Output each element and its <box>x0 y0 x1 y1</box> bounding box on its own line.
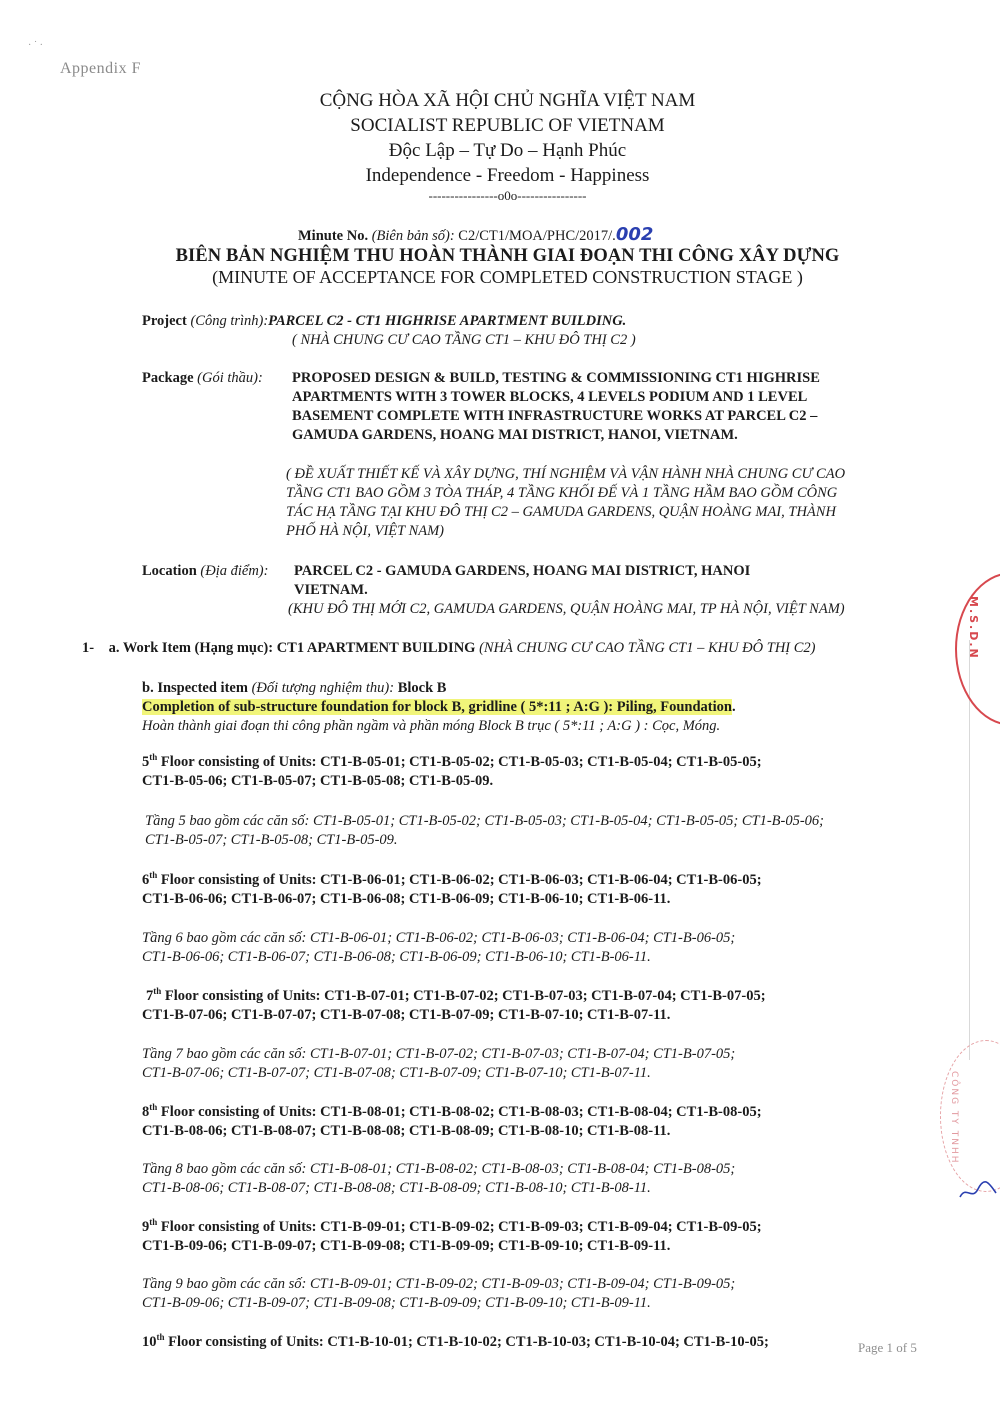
margin-line <box>969 640 970 1060</box>
floor-units: CT1-B-10-01; CT1-B-10-02; CT1-B-10-03; CT1-B-10-04; CT1-B-10-05; <box>327 1334 769 1350</box>
floor-6-block <box>142 871 762 909</box>
location-value-vn: (KHU ĐÔ THỊ MỚI C2, GAMUDA GARDENS, QUẬN HOÀNG MAI, TP HÀ NỘI, VIỆT NAM) <box>288 601 845 617</box>
floor-suffix: th <box>149 1102 158 1113</box>
floor-7-vn <box>142 1045 735 1083</box>
floor-units: CT1-B-07-01; CT1-B-07-02; CT1-B-07-03; CT1-B-07-04; CT1-B-07-05; <box>324 988 766 1004</box>
floor-number: 7 <box>146 988 154 1004</box>
floor-label: Floor consisting of Units: <box>161 988 325 1004</box>
floor-5-block <box>142 753 762 791</box>
header-separator: ----------------o0o---------------- <box>428 188 587 203</box>
floor-8-block <box>142 1103 762 1141</box>
minute-number-line <box>298 224 653 245</box>
floor-vn-line2: CT1-B-07-06; CT1-B-07-07; CT1-B-07-08; CT1-B-07-09; CT1-B-07-10; CT1-B-07-11. <box>142 1065 651 1081</box>
title-vn: BIÊN BẢN NGHIỆM THU HOÀN THÀNH GIAI ĐOẠN THI CÔNG XÂY DỰNG <box>175 246 840 266</box>
location-label: Location <box>142 563 197 579</box>
location-line2: VIETNAM. <box>294 582 368 598</box>
floor-7-block <box>142 986 766 1025</box>
floor-units-line2: CT1-B-08-06; CT1-B-08-07; CT1-B-08-08; CT1-B-08-09; CT1-B-08-10; CT1-B-08-11. <box>142 1123 671 1139</box>
floor-suffix: th <box>149 1217 158 1228</box>
floor-9-vn <box>142 1275 735 1313</box>
project-value: PARCEL C2 - CT1 HIGHRISE APARTMENT BUILDING. <box>268 313 627 329</box>
package-label-group <box>142 369 263 388</box>
floor-number: 5 <box>142 754 150 770</box>
faint-stamp-text: CÔNG TY TNHH <box>949 1071 959 1165</box>
floor-label: Floor consisting of Units: <box>164 1334 328 1350</box>
floor-units: CT1-B-09-01; CT1-B-09-02; CT1-B-09-03; CT1-B-09-04; CT1-B-09-05; <box>320 1219 762 1235</box>
completion-period: . <box>731 699 736 715</box>
floor-units-line2: CT1-B-09-06; CT1-B-09-07; CT1-B-09-08; CT1-B-09-09; CT1-B-09-10; CT1-B-09-11. <box>142 1238 671 1254</box>
work-item-line <box>82 639 816 658</box>
floor-suffix: th <box>156 1332 165 1343</box>
floor-vn-line2: CT1-B-06-06; CT1-B-06-07; CT1-B-06-08; CT1-B-06-09; CT1-B-06-10; CT1-B-06-11. <box>142 949 651 965</box>
package-line: BASEMENT COMPLETE WITH INFRASTRUCTURE WORKS AT PARCEL C2 – <box>292 408 818 424</box>
location-label-group <box>142 562 268 581</box>
floor-vn-line2: CT1-B-05-07; CT1-B-05-08; CT1-B-05-09. <box>145 832 398 848</box>
location-value <box>294 562 750 600</box>
floor-6-vn <box>142 929 735 967</box>
national-header <box>0 88 1000 204</box>
highlighted-completion: Completion of sub-structure foundation for block B, gridline ( 5*:11 ; A:G ): Piling, Foundation <box>142 699 732 715</box>
work-item-label: a. Work Item (Hạng mục): <box>108 640 274 656</box>
floor-units-line2: CT1-B-05-06; CT1-B-05-07; CT1-B-05-08; CT1-B-05-09. <box>142 773 494 789</box>
project-label-vn: (Công trình): <box>190 313 269 329</box>
minute-label-vn: (Biên bản số): <box>371 228 455 244</box>
floor-vn-line2: CT1-B-09-06; CT1-B-09-07; CT1-B-09-08; CT1-B-09-09; CT1-B-09-10; CT1-B-09-11. <box>142 1295 651 1311</box>
package-value <box>292 369 820 445</box>
item-number: 1- <box>82 640 95 656</box>
inspected-label: b. Inspected item <box>142 680 248 696</box>
completion-vn: Hoàn thành giai đoạn thi công phần ngầm và phần móng Block B trục ( 5*:11 ; A:G ) : Cọc, Móng. <box>142 718 721 734</box>
package-line: PROPOSED DESIGN & BUILD, TESTING & COMMISSIONING CT1 HIGHRISE <box>292 370 820 386</box>
inspected-item-line <box>142 679 446 698</box>
package-line-vn: TẦNG CT1 BAO GỒM 3 TÒA THÁP, 4 TẦNG KHỐI ĐẾ VÀ 1 TẦNG HẦM BAO GỒM CÔNG <box>286 485 838 501</box>
inspected-value: Block B <box>397 680 447 696</box>
minute-label: Minute No. <box>298 228 369 244</box>
floor-label: Floor consisting of Units: <box>157 1104 321 1120</box>
country-en: SOCIALIST REPUBLIC OF VIETNAM <box>350 115 665 136</box>
floor-8-vn <box>142 1160 735 1198</box>
package-label: Package <box>142 370 194 386</box>
signature-mark <box>958 1175 998 1205</box>
floor-heading <box>142 871 762 890</box>
floor-vn-line1: Tầng 5 bao gồm các căn số: CT1-B-05-01; CT1-B-05-02; CT1-B-05-03; CT1-B-05-04; CT1-B-05-05; CT1-B-05-06; <box>145 813 825 829</box>
country-vn: CỘNG HÒA XÃ HỘI CHỦ NGHĨA VIỆT NAM <box>319 90 696 111</box>
floor-label: Floor consisting of Units: <box>157 872 321 888</box>
floor-vn-line1: Tầng 7 bao gồm các căn số: CT1-B-07-01; CT1-B-07-02; CT1-B-07-03; CT1-B-07-04; CT1-B-07-05; <box>142 1046 736 1062</box>
floor-units-line2: CT1-B-07-06; CT1-B-07-07; CT1-B-07-08; CT1-B-07-09; CT1-B-07-10; CT1-B-07-11. <box>142 1007 671 1023</box>
appendix-label: Appendix F <box>60 60 141 77</box>
inspected-label-vn: (Đối tượng nghiệm thu): <box>251 680 395 696</box>
package-line-vn: PHỐ HÀ NỘI, VIỆT NAM) <box>286 523 445 539</box>
floor-units: CT1-B-08-01; CT1-B-08-02; CT1-B-08-03; CT1-B-08-04; CT1-B-08-05; <box>320 1104 762 1120</box>
minute-number: C2/CT1/MOA/PHC/2017/. <box>458 228 616 244</box>
package-line: APARTMENTS WITH 3 TOWER BLOCKS, 4 LEVELS PODIUM AND 1 LEVEL <box>292 389 808 405</box>
package-line-vn: TÁC HẠ TẦNG TẠI KHU ĐÔ THỊ C2 – GAMUDA GARDENS, QUẬN HOÀNG MAI, THÀNH <box>286 504 836 520</box>
project-value-vn: ( NHÀ CHUNG CƯ CAO TẦNG CT1 – KHU ĐÔ THỊ C2 ) <box>292 332 636 348</box>
project-line <box>142 312 626 331</box>
title-en: (MINUTE OF ACCEPTANCE FOR COMPLETED CONSTRUCTION STAGE ) <box>212 267 803 287</box>
floor-vn-line2: CT1-B-08-06; CT1-B-08-07; CT1-B-08-08; CT1-B-08-09; CT1-B-08-10; CT1-B-08-11. <box>142 1180 651 1196</box>
floor-heading <box>142 753 762 772</box>
handwritten-number: 002 <box>615 224 654 245</box>
package-line: GAMUDA GARDENS, HOANG MAI DISTRICT, HANOI, VIETNAM. <box>292 427 738 443</box>
document-title <box>0 246 1000 288</box>
floor-number: 10 <box>142 1334 157 1350</box>
floor-9-block <box>142 1218 762 1256</box>
floor-vn-line1: Tầng 8 bao gồm các căn số: CT1-B-08-01; CT1-B-08-02; CT1-B-08-03; CT1-B-08-04; CT1-B-08-05; <box>142 1161 736 1177</box>
floor-suffix: th <box>149 870 158 881</box>
location-label-vn: (Địa điểm): <box>200 563 269 579</box>
package-value-vn <box>286 465 845 541</box>
floor-number: 8 <box>142 1104 150 1120</box>
floor-heading <box>146 987 766 1006</box>
floor-vn-line1: Tầng 9 bao gồm các căn số: CT1-B-09-01; CT1-B-09-02; CT1-B-09-03; CT1-B-09-04; CT1-B-09-05; <box>142 1276 736 1292</box>
work-item-value: CT1 APARTMENT BUILDING <box>276 640 476 656</box>
red-seal-stamp <box>955 572 1000 726</box>
floor-units-line2: CT1-B-06-06; CT1-B-06-07; CT1-B-06-08; CT1-B-06-09; CT1-B-06-10; CT1-B-06-11. <box>142 891 671 907</box>
floor-units: CT1-B-05-01; CT1-B-05-02; CT1-B-05-03; CT1-B-05-04; CT1-B-05-05; <box>320 754 762 770</box>
work-item-vn: (NHÀ CHUNG CƯ CAO TẦNG CT1 – KHU ĐÔ THỊ C2) <box>479 640 816 656</box>
motto-vn: Độc Lập – Tự Do – Hạnh Phúc <box>388 140 627 161</box>
floor-number: 6 <box>142 872 150 888</box>
package-line-vn: ( ĐỀ XUẤT THIẾT KẾ VÀ XÂY DỰNG, THÍ NGHIỆM VÀ VẬN HÀNH NHÀ CHUNG CƯ CAO <box>286 466 846 482</box>
faint-seal-stamp <box>940 1040 1000 1192</box>
floor-heading <box>142 1103 762 1122</box>
floor-label: Floor consisting of Units: <box>157 754 321 770</box>
floor-number: 9 <box>142 1219 150 1235</box>
floor-units: CT1-B-06-01; CT1-B-06-02; CT1-B-06-03; CT1-B-06-04; CT1-B-06-05; <box>320 872 762 888</box>
completion-en-line <box>142 698 736 717</box>
scan-specks: · ˙ · <box>28 40 43 51</box>
package-label-vn: (Gói thầu): <box>197 370 263 386</box>
location-line1: PARCEL C2 - GAMUDA GARDENS, HOANG MAI DISTRICT, HANOI <box>294 563 751 579</box>
floor-suffix: th <box>153 986 162 997</box>
stamp-text: M.S.D.N <box>967 596 980 660</box>
floor-10-heading <box>142 1333 769 1352</box>
floor-label: Floor consisting of Units: <box>157 1219 321 1235</box>
project-label: Project <box>142 313 187 329</box>
floor-vn-line1: Tầng 6 bao gồm các căn số: CT1-B-06-01; CT1-B-06-02; CT1-B-06-03; CT1-B-06-04; CT1-B-06-05; <box>142 930 736 946</box>
floor-5-vn <box>145 812 824 850</box>
page-number: Page 1 of 5 <box>858 1340 917 1355</box>
motto-en: Independence - Freedom - Happiness <box>365 165 650 186</box>
floor-heading <box>142 1218 762 1237</box>
floor-suffix: th <box>149 752 158 763</box>
